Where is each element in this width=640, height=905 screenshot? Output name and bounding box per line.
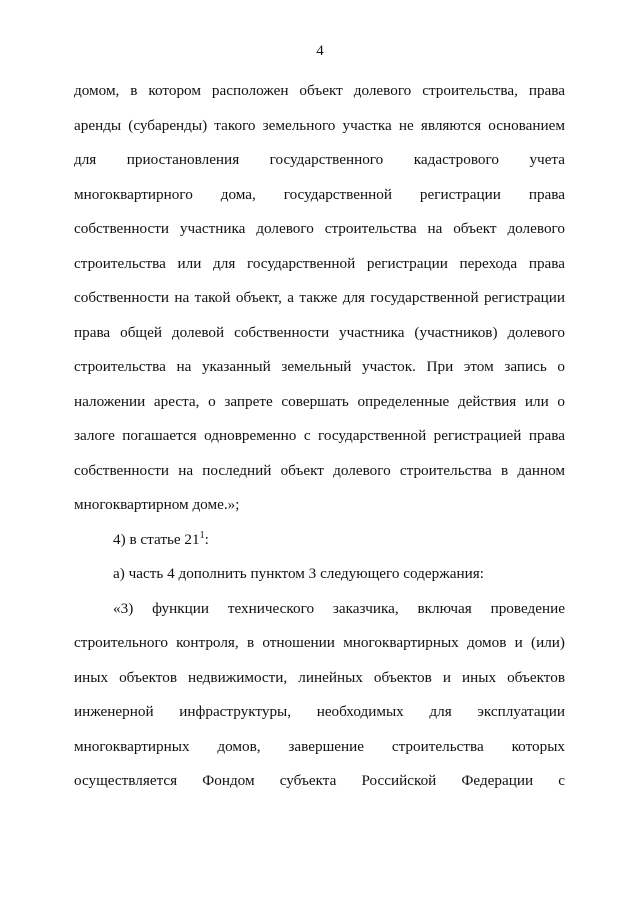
item-4-suffix: : <box>204 530 209 548</box>
text-line: многоквартирного дома, государственной регистрации права <box>74 185 565 203</box>
text-line: инженерной инфраструктуры, необходимых для эксплуатации <box>74 703 565 720</box>
page-number: 4 <box>316 43 324 59</box>
text-line: строительства на указанный земельный участок. При этом запись о <box>74 358 565 375</box>
text-line: осуществляется Фондом субъекта Российской Федерации с <box>74 772 565 789</box>
text-line: многоквартирных домов, завершение строительства которых <box>74 737 565 755</box>
item-4-prefix: 4) в статье 21 <box>113 530 200 548</box>
text-line: аренды (субаренды) такого земельного участка не являются основанием <box>74 116 565 134</box>
text-line: строительного контроля, в отношении многоквартирных домов и (или) <box>74 634 565 651</box>
text-line: собственности на такой объект, а также для государственной регистрации <box>74 289 565 306</box>
text-line: наложении ареста, о запрете совершать определенные действия или о <box>74 392 565 410</box>
document-body <box>74 74 565 799</box>
text-line: многоквартирном доме.»; <box>74 496 240 513</box>
text-line: собственности участника долевого строительства на объект долевого <box>74 220 565 237</box>
text-line: «3) функции технического заказчика, включая проведение <box>113 599 565 617</box>
text-line: залоге погашается одновременно с государственной регистрацией права <box>74 427 565 444</box>
text-line: собственности на последний объект долевого строительства в данном <box>74 461 565 479</box>
item-4-superscript: 1 <box>199 529 205 541</box>
text-line: строительства или для государственной регистрации перехода права <box>74 254 565 272</box>
text-line: домом, в котором расположен объект долевого строительства, права <box>74 82 565 99</box>
item-4-heading <box>74 523 565 558</box>
item-a-heading: а) часть 4 дополнить пунктом 3 следующего содержания: <box>113 565 484 582</box>
text-line: иных объектов недвижимости, линейных объектов и иных объектов <box>74 668 565 686</box>
text-line: для приостановления государственного кадастрового учета <box>74 151 565 168</box>
text-line: права общей долевой собственности участника (участников) долевого <box>74 323 565 341</box>
